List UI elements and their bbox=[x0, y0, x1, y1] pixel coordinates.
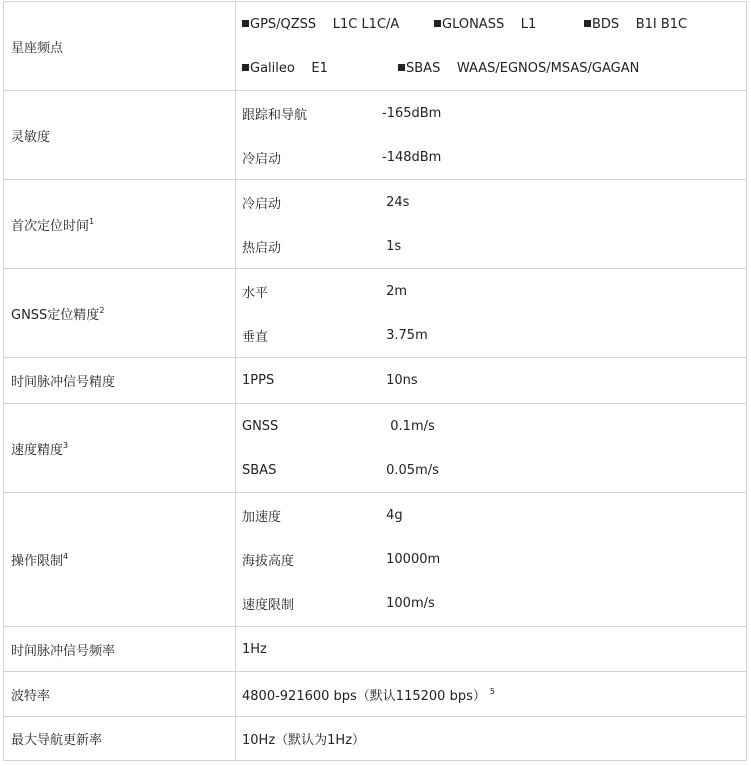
spec-table bbox=[3, 1, 747, 761]
spec-key: 垂直 bbox=[242, 329, 269, 345]
spec-value: 10ns bbox=[382, 373, 418, 388]
constellation-item bbox=[398, 61, 639, 76]
row-value bbox=[236, 493, 747, 627]
spec-value: -165dBm bbox=[382, 105, 442, 121]
spec-value: 4800-921600 bps（默认115200 bps） bbox=[242, 688, 486, 704]
spec-value: -148dBm bbox=[382, 149, 442, 165]
row-value bbox=[236, 404, 747, 493]
square-bullet-icon bbox=[242, 20, 249, 27]
row-label-text: 灵敏度 bbox=[11, 129, 51, 145]
row-value bbox=[236, 717, 747, 761]
constellation-item bbox=[584, 17, 687, 32]
spec-pair bbox=[242, 494, 746, 538]
spec-value: 4g bbox=[382, 508, 403, 523]
footnote-marker: 4 bbox=[63, 552, 69, 561]
spec-key: 跟踪和导航 bbox=[242, 107, 308, 123]
row-label-text: 时间脉冲信号频率 bbox=[11, 643, 116, 659]
spec-value: 24s bbox=[382, 194, 410, 210]
row-label bbox=[4, 358, 236, 404]
spec-key: 冷启动 bbox=[242, 196, 282, 212]
spec-pair bbox=[242, 91, 746, 135]
spec-pair bbox=[242, 448, 746, 492]
row-value bbox=[236, 358, 747, 404]
table-row bbox=[4, 404, 747, 493]
table-row bbox=[4, 2, 747, 91]
row-value bbox=[236, 269, 747, 358]
row-label-text: 星座频点 bbox=[11, 40, 64, 56]
row-label bbox=[4, 672, 236, 717]
row-value bbox=[236, 672, 747, 717]
row-label bbox=[4, 404, 236, 493]
spec-value: 1Hz bbox=[242, 641, 267, 657]
spec-value: 2m bbox=[382, 283, 408, 299]
constellation-line bbox=[242, 46, 746, 90]
row-label bbox=[4, 91, 236, 180]
spec-key: 海拔高度 bbox=[242, 554, 295, 569]
constellation-item bbox=[434, 17, 584, 32]
spec-value: 0.05m/s bbox=[382, 462, 439, 478]
spec-key: 1PPS bbox=[242, 373, 275, 388]
row-label bbox=[4, 627, 236, 672]
spec-key: 水平 bbox=[242, 285, 269, 301]
spec-key: 速度限制 bbox=[242, 598, 295, 613]
footnote-marker: 2 bbox=[99, 305, 105, 315]
table-row bbox=[4, 627, 747, 672]
constellation-text: BDS B1I B1C bbox=[592, 16, 688, 32]
square-bullet-icon bbox=[584, 20, 591, 27]
spec-pair bbox=[242, 135, 746, 179]
row-label bbox=[4, 493, 236, 627]
footnote-marker: 5 bbox=[489, 686, 495, 696]
row-value bbox=[236, 180, 747, 269]
spec-pair bbox=[242, 224, 746, 268]
spec-pair bbox=[242, 582, 746, 626]
row-value bbox=[236, 627, 747, 672]
table-row bbox=[4, 672, 747, 717]
constellation-text: SBAS WAAS/EGNOS/MSAS/GAGAN bbox=[406, 60, 640, 76]
spec-pair bbox=[242, 373, 746, 388]
spec-pair bbox=[242, 180, 746, 224]
spec-key: 冷启动 bbox=[242, 151, 282, 167]
row-label-text: GNSS定位精度 bbox=[11, 307, 100, 323]
row-label-text: 速度精度 bbox=[11, 442, 64, 458]
footnote-marker: 1 bbox=[89, 216, 95, 226]
row-label bbox=[4, 180, 236, 269]
spec-value: 3.75m bbox=[382, 327, 428, 343]
row-label-text: 时间脉冲信号精度 bbox=[11, 375, 116, 390]
row-label bbox=[4, 717, 236, 761]
table-row bbox=[4, 180, 747, 269]
spec-key: 热启动 bbox=[242, 240, 282, 256]
spec-pair bbox=[242, 538, 746, 582]
constellation-line bbox=[242, 2, 746, 46]
row-label bbox=[4, 2, 236, 91]
spec-pair bbox=[242, 404, 746, 448]
spec-pair bbox=[242, 269, 746, 313]
table-row bbox=[4, 493, 747, 627]
row-value bbox=[236, 2, 747, 91]
spec-value: 10Hz（默认为1Hz） bbox=[242, 733, 366, 748]
spec-value: 100m/s bbox=[382, 596, 435, 611]
table-row bbox=[4, 91, 747, 180]
constellation-item bbox=[242, 17, 434, 32]
square-bullet-icon bbox=[398, 64, 405, 71]
spec-key: GNSS bbox=[242, 418, 279, 434]
spec-pair bbox=[242, 313, 746, 357]
table-row bbox=[4, 269, 747, 358]
spec-key: 加速度 bbox=[242, 510, 282, 525]
spec-key: SBAS bbox=[242, 462, 277, 478]
spec-value: 1s bbox=[382, 238, 402, 254]
row-label-text: 首次定位时间 bbox=[11, 218, 90, 234]
row-label-text: 最大导航更新率 bbox=[11, 733, 103, 748]
square-bullet-icon bbox=[434, 20, 441, 27]
constellation-text: GPS/QZSS L1C L1C/A bbox=[250, 16, 400, 32]
row-label-text: 波特率 bbox=[11, 688, 51, 704]
table-row bbox=[4, 358, 747, 404]
row-label-text: 操作限制 bbox=[11, 554, 64, 569]
constellation-text: Galileo E1 bbox=[250, 60, 328, 76]
row-label bbox=[4, 269, 236, 358]
square-bullet-icon bbox=[242, 64, 249, 71]
constellation-item bbox=[242, 61, 398, 76]
footnote-marker: 3 bbox=[63, 440, 69, 450]
constellation-text: GLONASS L1 bbox=[442, 16, 537, 32]
row-value bbox=[236, 91, 747, 180]
table-row bbox=[4, 717, 747, 761]
spec-value: 0.1m/s bbox=[382, 418, 435, 434]
spec-value: 10000m bbox=[382, 552, 441, 567]
